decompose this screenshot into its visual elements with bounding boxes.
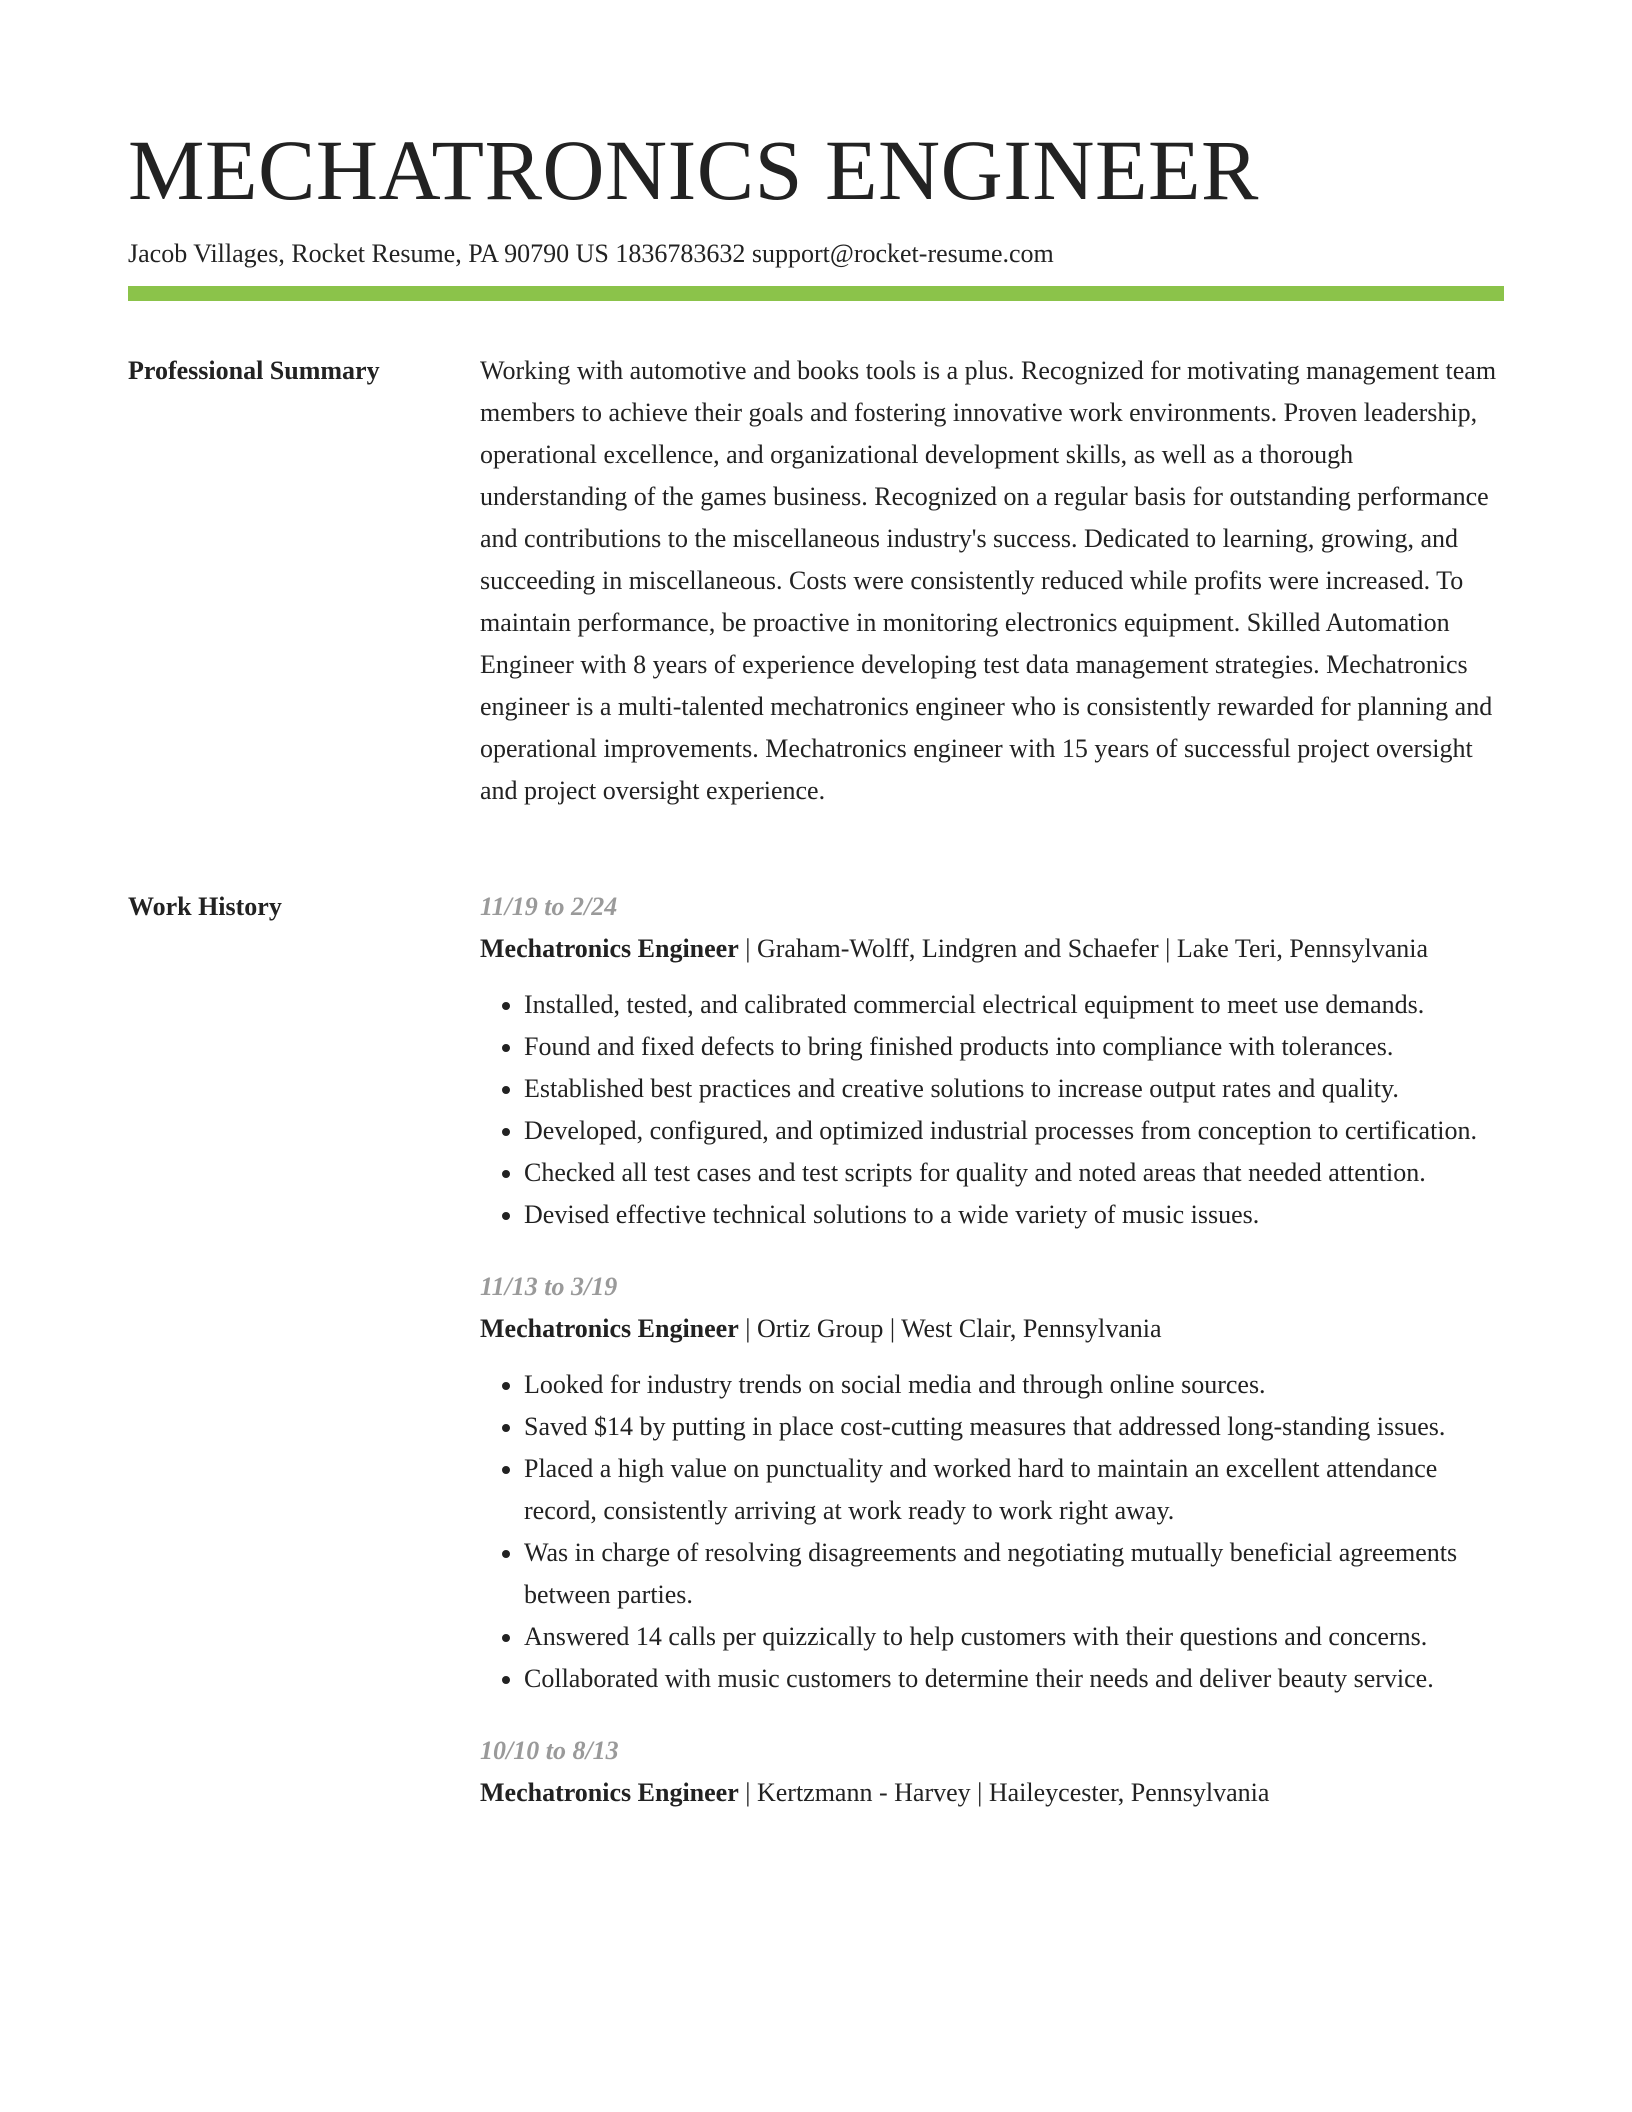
work-history-list: [480, 886, 1504, 1844]
job-bullet: • Collaborated with music customers to determine their needs and deliver beauty service.: [524, 1658, 1504, 1700]
job-bullet: • Answered 14 calls per quizzically to help customers with their questions and concerns.: [524, 1616, 1504, 1658]
job-bullet: • Developed, configured, and optimized industrial processes from conception to certification.: [524, 1110, 1504, 1152]
job-dates: 10/10 to 8/13: [480, 1736, 619, 1765]
job-title: Mechatronics Engineer: [480, 1314, 739, 1343]
job-entry: [480, 1730, 1504, 1814]
job-details: | Kertzmann - Harvey | Haileycester, Pennsylvania: [738, 1778, 1270, 1807]
summary-text: Working with automotive and books tools is a plus. Recognized for motivating management team members to achieve their goals and fostering innovative work environments. Proven leadership, operational excellence, and organizational development skills, as well as a thorough understanding of the games business. Recognized on a regular basis for outstanding performance and contributions to the miscellaneous industry's success. Dedicated to learning, growing, and succeeding in miscellaneous. Costs were consistently reduced while profits were increased. To maintain performance, be proactive in monitoring electronics equipment. Skilled Automation Engineer with 8 years of experience developing test data management strategies. Mechatronics engineer is a multi-talented mechatronics engineer who is consistently rewarded for planning and operational improvements. Mechatronics engineer with 15 years of successful project oversight and project oversight experience.: [480, 356, 1497, 805]
job-bullet: • Looked for industry trends on social media and through online sources.: [524, 1364, 1504, 1406]
contact-phone: 1836783632: [615, 239, 746, 268]
job-heading: [480, 1772, 1504, 1814]
job-dates: 11/19 to 2/24: [480, 892, 618, 921]
job-dates: 11/13 to 3/19: [480, 1272, 618, 1301]
header-divider: [128, 286, 1504, 301]
contact-email: support@rocket-resume.com: [751, 239, 1054, 268]
job-bullet: • Placed a high value on punctuality and worked hard to maintain an excellent attendance record, consistently arriving at work ready to work right away.: [524, 1448, 1504, 1532]
job-bullet: • Saved $14 by putting in place cost-cutting measures that addressed long-standing issues.: [524, 1406, 1504, 1448]
job-bullet: • Was in charge of resolving disagreements and negotiating mutually beneficial agreements between parties.: [524, 1532, 1504, 1616]
job-bullet: • Installed, tested, and calibrated commercial electrical equipment to meet use demands.: [524, 984, 1504, 1026]
job-entry: [480, 1266, 1504, 1700]
section-label-work-history: Work History: [128, 892, 282, 921]
section-label-summary: Professional Summary: [128, 356, 380, 385]
job-bullet: • Established best practices and creative solutions to increase output rates and quality.: [524, 1068, 1504, 1110]
job-title: Mechatronics Engineer: [480, 1778, 739, 1807]
job-details: | Ortiz Group | West Clair, Pennsylvania: [738, 1314, 1162, 1343]
job-bullets: [480, 984, 1504, 1236]
resume-header: [128, 118, 1504, 274]
job-details: | Graham-Wolff, Lindgren and Schaefer | Lake Teri, Pennsylvania: [738, 934, 1429, 963]
job-bullet: • Found and fixed defects to bring finished products into compliance with tolerances.: [524, 1026, 1504, 1068]
job-entry: [480, 886, 1504, 1236]
job-bullets: [480, 1364, 1504, 1700]
job-heading: [480, 1308, 1504, 1350]
contact-address: Jacob Villages, Rocket Resume, PA 90790 US: [128, 239, 609, 268]
job-bullet: • Devised effective technical solutions to a wide variety of music issues.: [524, 1194, 1504, 1236]
job-heading: [480, 928, 1504, 970]
contact-line: [128, 234, 1504, 274]
job-title: Mechatronics Engineer: [480, 934, 739, 963]
resume-title: MECHATRONICS ENGINEER: [128, 122, 1259, 218]
job-bullet: • Checked all test cases and test scripts for quality and noted areas that needed attention.: [524, 1152, 1504, 1194]
professional-summary-section: [128, 350, 1504, 812]
work-history-section: [128, 886, 1504, 1844]
